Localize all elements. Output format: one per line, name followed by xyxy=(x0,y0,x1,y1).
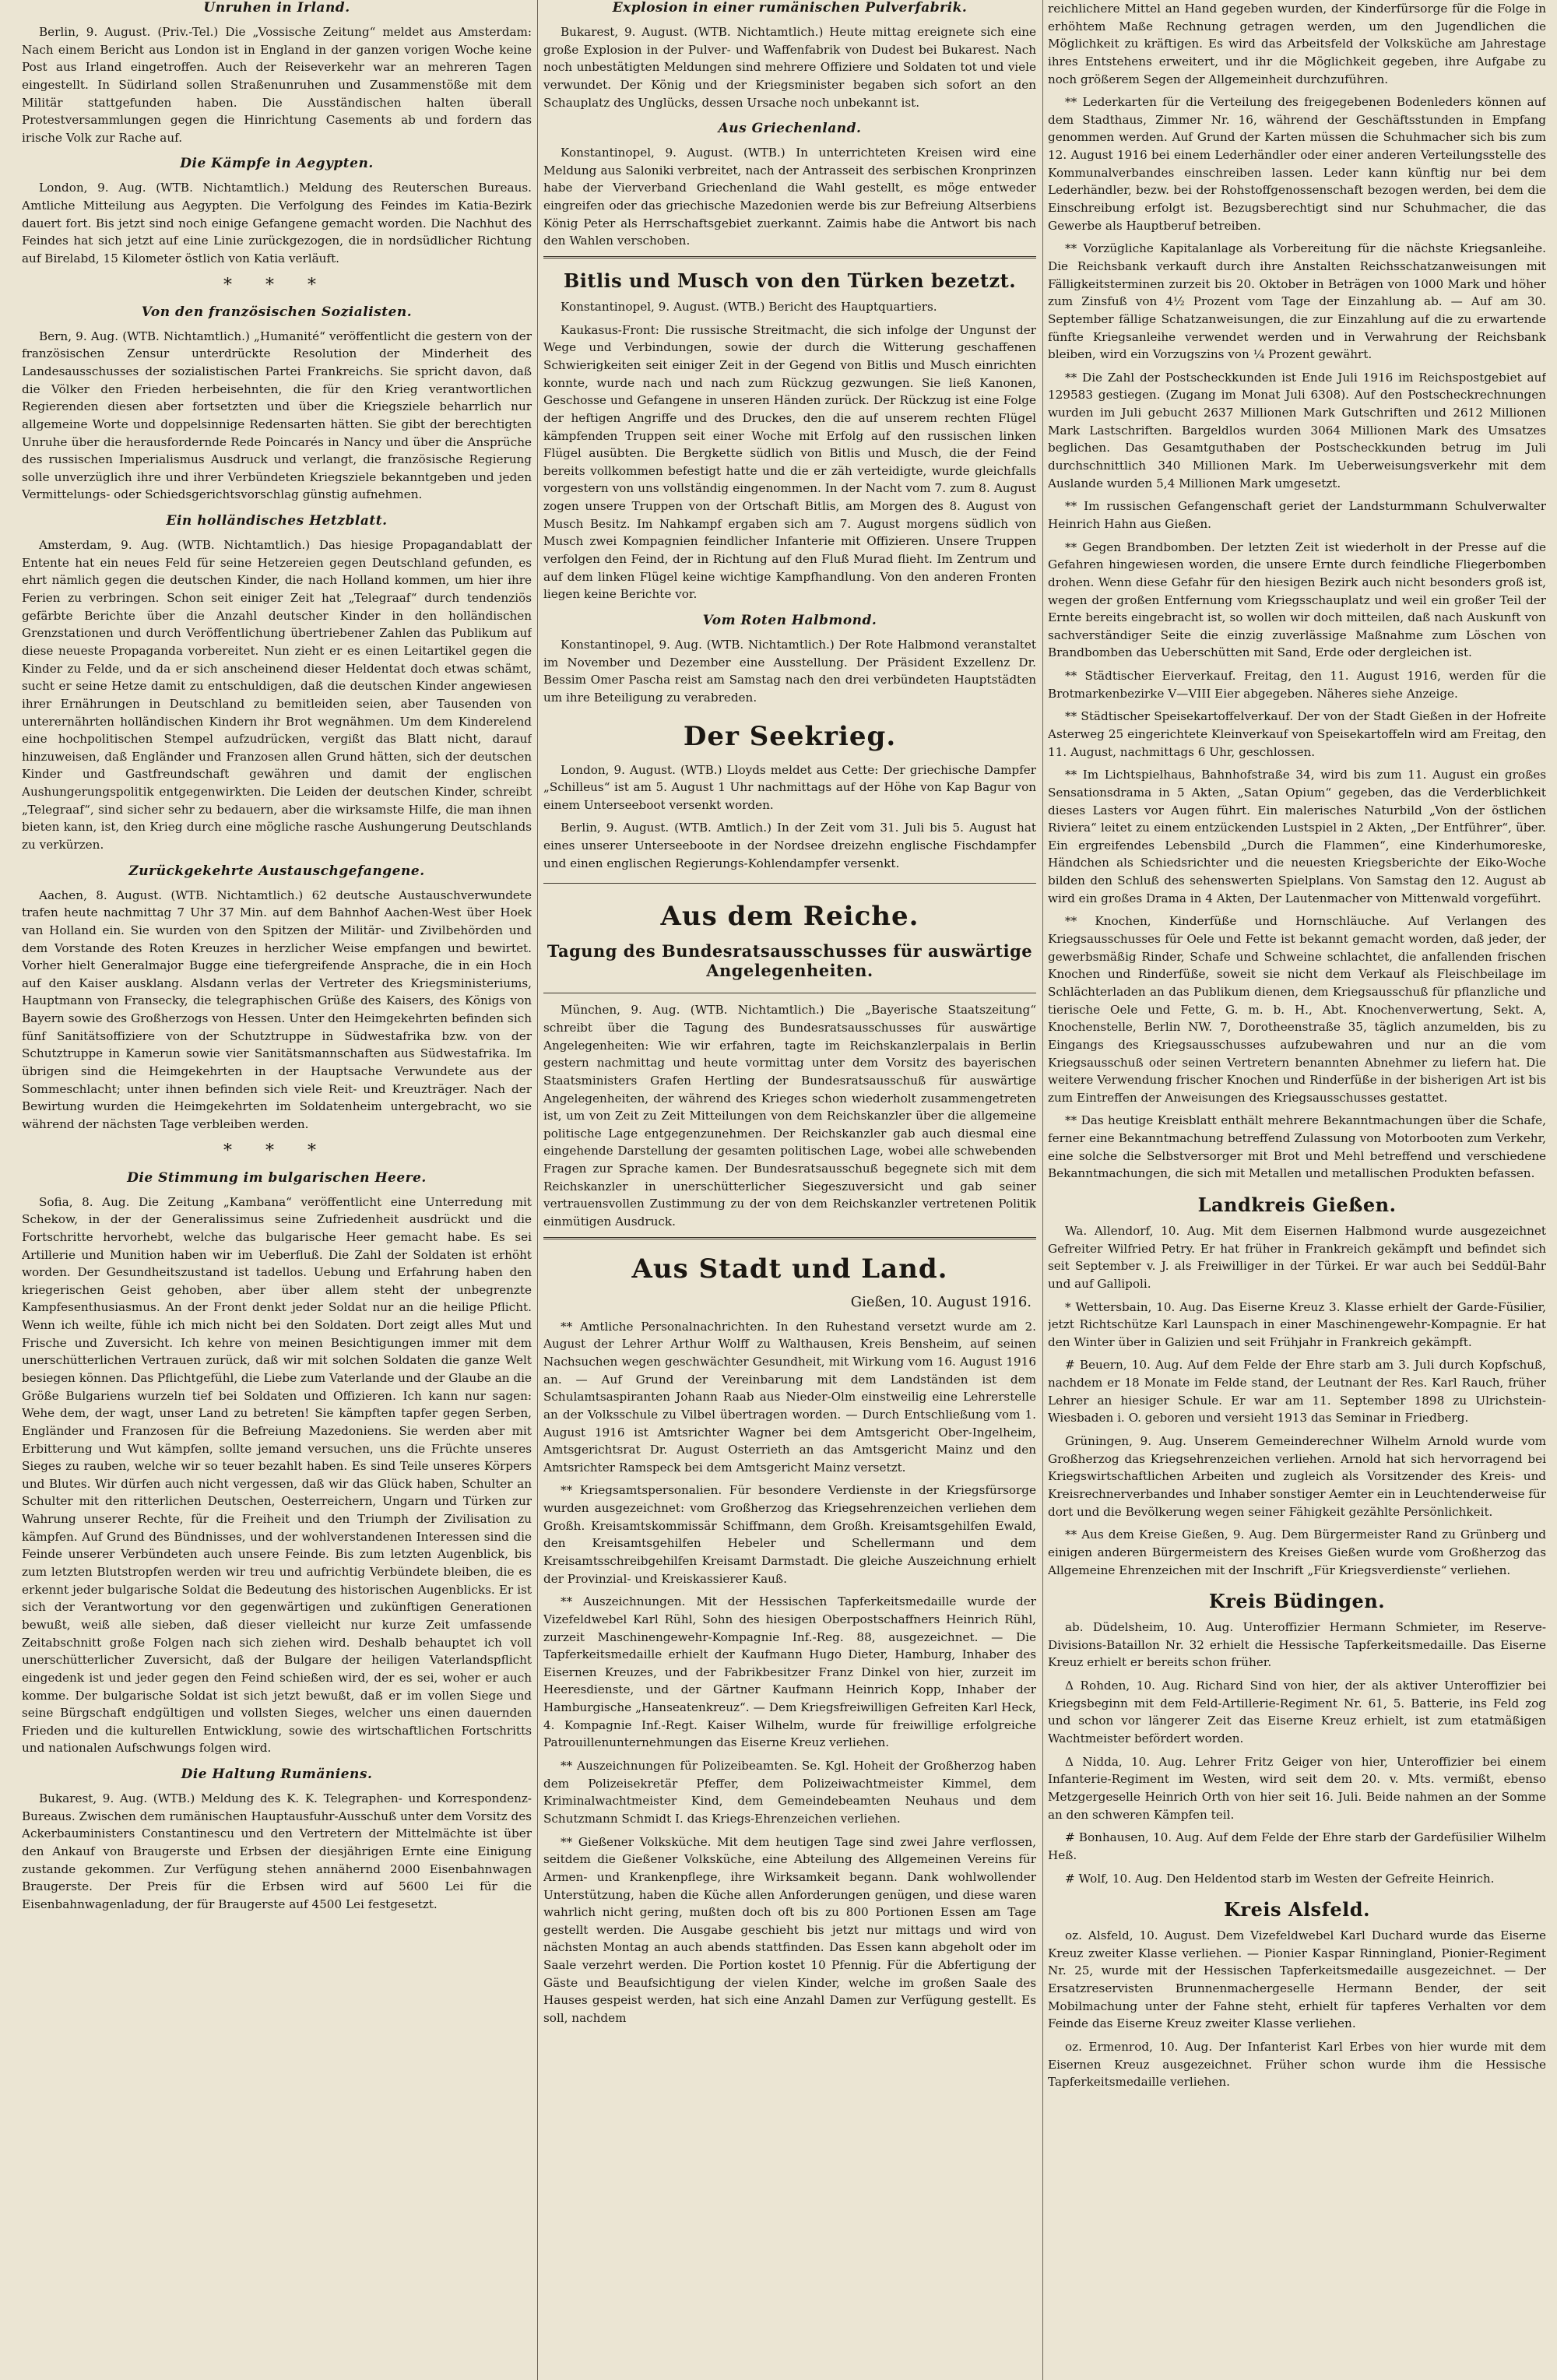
article-text: oz. Ermenrod, 10. Aug. Der Infanterist Karl Erbes von hier wurde mit dem Eisernen Kreuz ausgezeichnet. Früher schon wurde ihm die Hessische Tapferkeitsmedaille verliehen. xyxy=(1048,2039,1546,2090)
article-text: ** Städtischer Speisekartoffelverkauf. Der von der Stadt Gießen in der Hofreite Asterweg 25 eingerichtete Kleinverkauf von Speisekartoffeln wird am Freitag, den 11. August, nachmittags 6 Uhr, geschlossen. xyxy=(1048,709,1546,759)
article-text: Amsterdam, 9. Aug. (WTB. Nichtamtlich.) Das hiesige Propagandablatt der Entente hat ein neues Feld für seine Hetzereien gegen Deutschland gefunden, es ehrt nämlich gegen die deutschen Kinder, die nach Holland kommen, um hier ihre Ferien zu verbringen. Schon seit einiger Zeit hat „Telegraaf“ durch tendenziös gefärbte Berichte über die Anzahl deutscher Kinder in den holländischen Grenzstationen und durch Veröffentlichung übertriebener Zahlen das Publikum auf diese neueste Propaganda vorbereitet. Nun zieht er es einen Leitartikel gegen die Kinder zu Felde, und da er sich anscheinend dieser Heldentat doch etwas schämt, sucht er seine Hetze damit zu entschuldigen, daß die deutschen Kinder angewiesen ihrer Ernährungen in Deutschland zu bemitleiden seien, aber Tausenden von unterernährten holländischen Kindern ihr Brot wegnähmen. Um dem Kinderelend eine hochpolitischen Stempel aufzudrücken, vergißt das Blatt nicht, darauf hinzuweisen, daß Engländer und Franzosen allen Grund hätten, sich der deutschen Kinder und Gastfreundschaft gewähren und damit der englischen Aushungerungspolitik entgegenwirkten. Die Leiden der deutschen Kinder, schreibt „Telegraaf“, sind sicher sehr zu bedauern, aber die wirksamste Hilfe, die man ihnen bieten kann, ist, den Krieg durch eine mögliche rasche Aushungerung Deutschlands zu verkürzen. xyxy=(22,538,532,852)
headline: Explosion in einer rumänischen Pulverfabrik. xyxy=(612,0,968,16)
article-text: ** Lederkarten für die Verteilung des freigegebenen Bodenleders können auf dem Stadthaus, Zimmer Nr. 16, während der Geschäftsstunden in Empfang genommen werden. Auf Grund der Karten müssen die Schuhmacher sich bis zum 12. August 1916 bei einem Lederhändler oder einer anderen Verteilungsstelle des Kommunalverbandes einschreiben lassen. Leder kann künftig nur bei dem Lederhändler, bezw. bei der Rohstoffgenossenschaft bezogen werden, bei dem die Einschreibung erfolgt ist. Bezugsberechtigt sind nur Schuhmacher, die das Gewerbe als Hauptberuf betreiben. xyxy=(1048,95,1546,233)
headline: Unruhen in Irland. xyxy=(203,0,350,16)
article-text: ** Das heutige Kreisblatt enthält mehrere Bekanntmachungen über die Schafe, ferner eine Bekanntmachung betreffend Zulassung von Motorbooten zum Verkehr, eine solche die Selbstversorger mit Brot und Mehl betreffend und verschiedene Bekanntmachungen, die sich mit Metallen und metallischen Produkten befassen. xyxy=(1048,1113,1546,1181)
headline: Die Stimmung im bulgarischen Heere. xyxy=(127,1169,427,1186)
section-divider: * * * xyxy=(223,275,330,295)
article-text: Konstantinopel, 9. August. (WTB.) In unterrichteten Kreisen wird eine Meldung aus Saloniki verbreitet, nach der Antrasseit des serbischen Kronprinzen habe der Vierverband Griechenland die Wahl gestellt, es möge entweder eingreifen oder das griechische Mazedonien werde bis zur Befreiung Altserbiens König Peter als Herrschaftsgebiet zuerkannt. Zaimis habe die Antwort bis nach den Wahlen verschoben. xyxy=(543,146,1036,248)
section-title: Der Seekrieg. xyxy=(683,720,897,752)
article-text: ** Im Lichtspielhaus, Bahnhofstraße 34, wird bis zum 11. August ein großes Sensationsdrama in 5 Akten, „Satan Opium“ gegeben, das die Verderblichkeit dieses Lasters vor Augen führt. Ein malerisches Naturbild „Von der östlichen Riviera“ leitet zu einem entzückenden Lustspiel in 2 Akten, „Der Entführer“, über. Ein ergreifendes Lebensbild „Durch die Flammen“, eine Kinderhumoreske, Händchen als Schiedsrichter und die neuesten Kriegsberichte der Eiko-Woche bilden den Schluß des sehenswerten Spielplans. Von Samstag den 12. August ab wird ein großes Drama in 4 Akten, Der Lautenmacher von Mittenwald vorgeführt. xyxy=(1048,768,1546,905)
section-box xyxy=(543,883,1036,993)
article-text: oz. Alsfeld, 10. August. Dem Vizefeldwebel Karl Duchard wurde das Eiserne Kreuz zweiter Klasse verliehen. — Pionier Kaspar Rinningland, Pionier-Regiment Nr. 25, wurde mit der Hessischen Tapferkeitsmedaille ausgezeichnet. — Der Ersatzreservisten Brunnenmachergeselle Hermann Bender, der seit Mobilmachung unter der Fahne steht, erhielt für tapferes Verhalten vor dem Feinde das Eiserne Kreuz zweiter Klasse verliehen. xyxy=(1048,1928,1546,2031)
article-text: Aachen, 8. August. (WTB. Nichtamtlich.) 62 deutsche Austauschverwundete trafen heute nachmittag 7 Uhr 37 Min. auf dem Bahnhof Aachen-West über Hoek van Holland ein. Sie wurden von den Spitzen der Militär- und Zivilbehörden und dem Vorstande des Roten Kreuzes in herzlicher Weise empfangen und bewirtet. Vorher hielt Generalmajor Bugge eine tiefergreifende Ansprache, die in ein Hoch auf den Kaiser ausklang. Alsdann verlas der Vertreter des Kriegsministeriums, Hauptmann von Fransecky, die telegraphischen Grüße des Kaisers, des Königs von Bayern sowie des Großherzogs von Hessen. Unter den Heimgekehrten befinden sich fünf Sanitätsoffiziere von der Schutztruppe in Südwestafrika bzw. von der Schutztruppe in Kamerun sowie vier Sanitätsmannschaften aus Südwestafrika. Im übrigen sind die Heimgekehrten in der Hauptsache Verwundete aus der Sommeschlacht; unter ihnen befinden sich viele Reit- und Kreuzträger. Nach der Bewirtung wurden die Heimgekehrten im Soldatenheim untergebracht, wo sie während der nächsten Tage verbleiben werden. xyxy=(22,888,532,1131)
article-text: München, 9. Aug. (WTB. Nichtamtlich.) Die „Bayerische Staatszeitung“ schreibt über die Tagung des Bundesratsausschusses für auswärtige Angelegenheiten: Wie wir erfahren, tagte im Reichskanzlerpalais in Berlin gestern nachmittag und heute vormittag unter dem Vorsitz des bayerischen Staatsministers Grafen Hertling der Bundesratsausschuß für auswärtige Angelegenheiten, der während des Krieges schon wiederholt zusammengetreten ist, um von Zeit zu Zeit Mitteilungen von dem Reichskanzler über die allgemeine politische Lage entgegenzunehmen. Der Reichskanzler gab auch diesmal eine eingehende Darstellung der gesamten politischen Lage, wobei alle schwebenden Fragen zur Sprache kamen. Der Bundesratsausschuß begegnete sich mit dem Reichskanzler in unerschütterlicher Siegeszuversicht und gab seiner vertrauensvollen Zustimmung zu der von dem Reichskanzler vertretenen Politik einmütigen Ausdruck. xyxy=(543,1003,1036,1229)
headline: Von den französischen Sozialisten. xyxy=(141,304,413,320)
headline: Ein holländisches Hetzblatt. xyxy=(166,513,388,529)
article-text: ** Städtischer Eierverkauf. Freitag, den 11. August 1916, werden für die Brotmarkenbezirke V—VIII Eier abgegeben. Näheres siehe Anzeige. xyxy=(1048,669,1546,701)
article-text: ** Gegen Brandbomben. Der letzten Zeit ist wiederholt in der Presse auf die Gefahren hingewiesen worden, die unsere Ernte durch feindliche Fliegerbomben drohen. Wenn diese Gefahr für den hiesigen Bezirk auch nicht besonders groß ist, wegen der großen Entfernung vom Kriegsschauplatz und weil ein großer Teil der Ernte bereits eingebracht ist, so wollen wir doch mitteilen, daß nach Auskunft von sachverständiger Seite die einzig zuverlässige Maßnahme zum Löschen von Brandbomben das Ueberschütten mit Sand, Erde oder dergleichen ist. xyxy=(1048,540,1546,660)
article-text: ** Aus dem Kreise Gießen, 9. Aug. Dem Bürgermeister Rand zu Grünberg und einigen anderen Bürgermeistern des Kreises Gießen wurde vom Großherzog das Allgemeine Ehrenzeichen mit der Inschrift „Für Kriegsverdienste“ verliehen. xyxy=(1048,1527,1546,1577)
column-3 xyxy=(1048,0,1546,2367)
article-text: Berlin, 9. August. (WTB. Amtlich.) In der Zeit vom 31. Juli bis 5. August hat eines unserer Unterseeboote in der Nordsee dreizehn englische Fischdampfer und einen englischen Regierungs-Kohlendampfer versenkt. xyxy=(543,821,1036,870)
article-text: Δ Rohden, 10. Aug. Richard Sind von hier, der als aktiver Unteroffizier bei Kriegsbeginn mit dem Feld-Artillerie-Regiment Nr. 61, 5. Batterie, ins Feld zog und schon vor längerer Zeit das Eiserne Kreuz erhielt, ist zum etatmäßigen Wachtmeister befördert worden. xyxy=(1048,1679,1546,1746)
headline: Kreis Alsfeld. xyxy=(1224,1898,1370,1921)
article-text: Kaukasus-Front: Die russische Streitmacht, die sich infolge der Ungunst der Wege und Verbindungen, sowie der durch die Witterung geschaffenen Schwierigkeiten seit einiger Zeit in der Gegend von Bitlis und Musch einrichten konnte, wurde nach und nach zum Rückzug gezwungen. Sie ließ Kanonen, Geschosse und Gefangene in unseren Händen zurück. Der Rückzug ist eine Folge der heftigen Angriffe und des Druckes, den die auf unserem rechten Flügel kämpfenden Truppen seit einer Woche mit Erfolg auf den russischen linken Flügel ausübten. Die Bergkette südlich von Bitlis und Musch, die der Feind bereits vollkommen befestigt hatte und die er zäh verteidigte, wurde gleichfalls vorgestern von uns vollständig eingenommen. In der Nacht vom 7. zum 8. August zogen unsere Truppen von der Ortschaft Bitlis, am Morgen des 8. August von Musch Besitz. Im Nahkampf ergaben sich am 7. August morgens südlich von Musch zwei Kompagnien feindlicher Infanterie mit Offizieren. Unsere Truppen verfolgen den Feind, der in Richtung auf den Fluß Murad flieht. Im Zentrum und auf dem linken Flügel keine wichtige Kampfhandlung. Von den anderen Fronten liegen keine Berichte vor. xyxy=(543,322,1036,602)
dateline: Gießen, 10. August 1916. xyxy=(850,1293,1032,1310)
article-text: # Wolf, 10. Aug. Den Heldentod starb im Westen der Gefreite Heinrich. xyxy=(1065,1871,1495,1886)
section-divider: * * * xyxy=(223,1141,330,1161)
article-text: # Beuern, 10. Aug. Auf dem Felde der Ehre starb am 3. Juli durch Kopfschuß, nachdem er 18 Monate im Felde stand, der Leutnant der Res. Karl Rauch, früher Lehrer an hiesiger Schule. Er war am 11. September 1898 zu Ulrichstein-Wiesbaden i. O. geboren und versieht 1913 das Seminar in Friedberg. xyxy=(1048,1358,1546,1426)
article-text: Sofia, 8. Aug. Die Zeitung „Kambana“ veröffentlicht eine Unterredung mit Schekow, in der der Generalissimus seine Zufriedenheit ausdrückt und die Fortschritte hervorhebt, welche das bulgarische Heer gemacht habe. Es sei Artillerie und Munition haben wir im Ueberfluß. Die Zahl der Soldaten ist erhöht worden. Der Gesundheitszustand ist tadellos. Uebung und Erfahrung haben den kriegerischen Geist gehoben, aber über allem steht der unbegrenzte Kampfesenthusiasmus. An der Front denkt jeder Soldat nur an die heilige Pflicht. Wenn ich weilte, fühle ich mich nicht bei den Soldaten. Dort zeigt alles Mut und Frische und Zuversicht. Ich kehre von meinen Besichtigungen immer mit dem unerschütterlichen Vertrauen zurück, daß wir mit solchen Soldaten die ganze Welt besiegen können. Das Pflichtgefühl, die Liebe zum Vaterlande und der Glaube an die Größe Bulgariens wurzeln tief bei Soldaten und Offizieren. Ich kann nur sagen: Wehe dem, der wagt, unser Land zu betreten! Sie kämpften tapfer gegen Serben, Engländer und Franzosen für die Befreiung Mazedoniens. Sie werden aber mit Erbitterung und Wut kämpfen, sollte jemand versuchen, uns die Früchte unseres Sieges zu rauben, welche wir so teuer bezahlt haben. Es sind Teile unseres Körpers und Blutes. Wir dürfen auch nicht vergessen, daß wir das Glück haben, Schulter an Schulter mit den ritterlichen Deutschen, Oesterreichern, Ungarn und Türken zur Wahrung unserer Rechte, für die Freiheit und den Triumph der Zivilisation zu kämpfen. Auf Grund des Bündnisses, und der wohlverstandenen Interessen sind die Feinde unserer Verbündeten auch unsere Feinde. Bis zum letzten Augenblick, bis zum letzten Blutstropfen werden wir treu und aufrichtig Verbündete bleiben, die es erkennt jeder bulgarische Soldat die Bedeutung des historischen Augenblicks. Er ist sich der Verantwortung vor den gegenwärtigen und zukünftigen Generationen bewußt, weiß alle sieben, daß dieser vielleicht nur kurze Zeit umfassende Zeitabschnitt große Folgen nach sich ziehen wird. Deshalb behauptet ich voll unerschütterlicher Zuversicht, daß der Bulgare der heiligen Vaterlandspflicht eingedenk ist und jeder gegen den Feind schießen wird, der es sei, woher er auch komme. Der bulgarische Soldat ist sich jetzt bewußt, daß er im vollen Siege und seine Bürgschaft endgültigen und vollsten Sieges, welcher uns einen dauernden Frieden und die kulturellen Entwicklung, sowie des wirtschaftlichen Fortschritts und nationalen Aufschwungs folgen wird. xyxy=(22,1194,532,1756)
article-text: Bern, 9. Aug. (WTB. Nichtamtlich.) „Humanité“ veröffentlicht die gestern von der französischen Zensur unterdrückte Resolution der Minderheit des Landesausschusses der sozialistischen Partei Frankreichs. Sie spricht davon, daß die Völker den Frieden herbeisehnten, die für den Krieg verantwortlichen Regierenden diesen aber fortsetzten und über die Kriegsziele beharrlich nur allgemeine Worte und doppelsinnige Redensarten hätten. Sie gibt der berechtigten Unruhe über die herausfordernde Rede Poincarés in Nancy und über die Ansprüche des russischen Imperialismus Ausdruck und verlangt, die französische Regierung solle unverzüglich ihre und ihrer Verbündeten Kriegsziele bekanntgeben und jeden Vermittelungs- oder Schiedsgerichtsvorschlag günstig aufnehmen. xyxy=(22,329,532,502)
article-text: ** Auszeichnungen. Mit der Hessischen Tapferkeitsmedaille wurde der Vizefeldwebel Karl Rühl, Sohn des hiesigen Oberpostschaffners Heinrich Rühl, zurzeit Maschinengewehr-Kompagnie Inf.-Reg. 88, ausgezeichnet. — Die Tapferkeitsmedaille erhielt der Kaufmann Hugo Dieter, Hamburg, Inhaber des Eisernen Kreuzes, und der Fabrikbesitzer Franz Dinkel von hier, zurzeit im Heeresdienste, und der Gärtner Kaufmann Heinrich Kopp, Inhaber der Hamburgische „Hanseatenkreuz“. — Dem Kriegsfreiwilligen Gefreiten Karl Heck, 4. Kompagnie Inf.-Regt. Kaiser Wilhelm, wurde für freiwillige erfolgreiche Patrouillenunternehmungen das Eiserne Kreuz verliehen. xyxy=(543,1594,1036,1750)
article-text: ** Vorzügliche Kapitalanlage als Vorbereitung für die nächste Kriegsanleihe. Die Reichsbank verkauft durch ihre Anstalten Reichsschatzanweisungen mit Fälligkeitsterminen zurzeit bis 20. Oktober in Beträgen von 1000 Mark und höher zum Zinsfuß von 4½ Prozent vom Tage der Einzahlung ab. — Auf am 30. September fällige Schatzanweisungen, die zur Einzahlung auf die zu erwartende fünfte Kriegsanleihe verwendet werden und in Verwahrung der Reichsbank bleiben, wird ein Vorzugszins von ¼ Prozent gewährt. xyxy=(1048,241,1546,362)
headline: Vom Roten Halbmond. xyxy=(702,612,877,628)
article-text: ** Gießener Volksküche. Mit dem heutigen Tage sind zwei Jahre verflossen, seitdem die Gießener Volksküche, eine Abteilung des Allgemeinen Vereins für Armen- und Krankenpflege, ihre Wirksamkeit begann. Dank wohlwollender Unterstützung, haben die Küche allen Anforderungen genügen, und diese waren wahrlich nicht gering, mußten doch oft bis zu 800 Portionen Essen am Tage gestellt werden. Die Ausgabe geschieht bis jetzt nur mittags und wird von nächsten Montag an auch abends stattfinden. Das Essen kann abgeholt oder im Saale verzehrt werden. Die Portion kostet 10 Pfennig. Für die Abfertigung der Gäste und Beaufsichtigung der vielen Kinder, welche im großen Saale des Hauses gespeist werden, hat sich eine Anzahl Damen zur Verfügung gestellt. Es soll, nachdem xyxy=(543,1834,1036,2026)
headline: Tagung des Bundesratsausschusses für auswärtige Angelegenheiten. xyxy=(547,941,1033,981)
headline: Landkreis Gießen. xyxy=(1197,1194,1397,1216)
article-text: Konstantinopel, 9. August. (WTB.) Bericht des Hauptquartiers. xyxy=(561,300,937,315)
section-title: Aus Stadt und Land. xyxy=(631,1253,948,1285)
article-text: London, 9. Aug. (WTB. Nichtamtlich.) Meldung des Reuterschen Bureaus. Amtliche Mitteilung aus Aegypten. Die Verfolgung des Feindes im Katia-Bezirk dauert fort. Bis jetzt sind noch einige Gefangene gemacht worden. Die Nachhut des Feindes hat sich jetzt auf eine Linie zurückgezogen, die in nordsüdlicher Richtung auf Birelabd, 15 Kilometer östlich von Katia verläuft. xyxy=(22,181,532,266)
column-rule xyxy=(537,0,538,2380)
article-text: Wa. Allendorf, 10. Aug. Mit dem Eisernen Halbmond wurde ausgezeichnet Gefreiter Wilfried Petry. Er hat früher in Frankreich gekämpft und befindet sich seit September v. J. als Freiwilliger in der Türkei. Er war auch bei Seddül-Bahr und auf Gallipoli. xyxy=(1048,1224,1546,1291)
article-text: ** Auszeichnungen für Polizeibeamten. Se. Kgl. Hoheit der Großherzog haben dem Polizeisekretär Pfeffer, dem Polizeiwachtmeister Kimmel, dem Kriminalwachtmeister Kind, dem Gemeindebeamten Neuhaus und dem Schutzmann Schmidt I. das Kriegs-Ehrenzeichen verliehen. xyxy=(543,1759,1036,1826)
headline: Kreis Büdingen. xyxy=(1208,1590,1386,1613)
column-2 xyxy=(543,0,1036,2367)
article-text: ** Amtliche Personalnachrichten. In den Ruhestand versetzt wurde am 2. August der Lehrer Arthur Wolff zu Walthausen, Kreis Bensheim, auf seinen Nachsuchen wegen geschwächter Gesundheit, mit Wirkung vom 16. August 1916 an. — Auf Grund der Vereinbarung mit dem Landständen ist dem Schulamtsaspiranten Johann Raab aus Nieder-Olm einstweilig eine Lehrerstelle an der Volksschule zu Vilbel übertragen worden. — Durch Entschließung vom 1. August 1916 ist Amtsrichter Wagner bei dem Amtsgericht Ober-Ingelheim, Amtsgerichtsrat Dr. August Osterrieth an das Amtsgericht Mainz und den Amtsrichter Ramspeck bei dem Amtsgericht Mainz versetzt. xyxy=(543,1319,1036,1475)
article-text: ** Im russischen Gefangenschaft geriet der Landsturmmann Schulverwalter Heinrich Hahn aus Gießen. xyxy=(1048,499,1546,531)
divider xyxy=(543,1237,1036,1239)
headline: Die Haltung Rumäniens. xyxy=(181,1767,373,1783)
article-text: Grüningen, 9. Aug. Unserem Gemeinderechner Wilhelm Arnold wurde vom Großherzog das Kriegsehrenzeichen verliehen. Arnold hat sich hervorragend bei Kriegswirtschaftlichen Arbeiten und zugleich als Vorsitzender des Kreis- und Kreisrechnerverbandes und Inhaber sonstiger Aemter ein in Leuchtenderweise für dort und die Bevölkerung wegen seiner Fähigkeit gezählte Persönlichkeit. xyxy=(1048,1434,1546,1519)
divider xyxy=(543,256,1036,258)
article-text: Δ Nidda, 10. Aug. Lehrer Fritz Geiger von hier, Unteroffizier bei einem Infanterie-Regiment im Westen, wird seit dem 20. v. Mts. vermißt, ebenso Metzgergeselle Heinrich Orth von hier seit 16. Juli. Beide nahmen an der Somme an den schweren Kämpfen teil. xyxy=(1048,1754,1546,1822)
article-text: Bukarest, 9. August. (WTB. Nichtamtlich.) Heute mittag ereignete sich eine große Explosion in der Pulver- und Waffenfabrik von Dudest bei Bukarest. Nach noch unbestätigten Meldungen sind mehrere Offiziere und Soldaten tot und viele verwundet. Der König und der Kriegsminister begaben sich sofort an den Schauplatz des Unglücks, dessen Ursache noch unbekannt ist. xyxy=(543,25,1036,110)
article-text: * Wettersbain, 10. Aug. Das Eiserne Kreuz 3. Klasse erhielt der Garde-Füsilier, jetzt Richtschütze Karl Launspach in einer Maschinengewehr-Kompagnie. Er hat den Winter über in Galizien und seit Frühjahr in Frankreich gekämpft. xyxy=(1048,1299,1546,1349)
headline: Die Kämpfe in Aegypten. xyxy=(180,156,374,172)
article-text: ** Knochen, Kinderfüße und Hornschläuche. Auf Verlangen des Kriegsausschusses für Oele und Fette ist bekannt gemacht worden, daß jeder, der gewerbsmäßig Rinder, Schafe und Schweine schlachtet, die anfallenden frischen Knochen und Rinderfüße, soweit sie nicht dem Verkauf als Fleischbeilage im Schlächterladen an das Publikum dienen, dem Kriegsausschuß für pflanzliche und tierische Oele und Fette, G. m. b. H., Abt. Knochenverwertung, Sekt. A, Knochenstelle, Berlin NW. 7, Dorotheenstraße 35, täglich anzumelden, bis zu Eingangs des Kriegsausschusses aufzubewahren und nur an die vom Kriegsausschuß oder seinen Vertretern benannten Abnehmer zu liefern hat. Die weitere Verwendung frischer Knochen und Rinderfüße in der bisherigen Art ist bis zum Eintreffen der Anweisungen des Kriegsausschusses gestattet. xyxy=(1048,914,1546,1105)
headline: Bitlis und Musch von den Türken bezetzt. xyxy=(563,269,1017,293)
article-text: ** Kriegsamtspersonalien. Für besondere Verdienste in der Kriegsfürsorge wurden ausgezeichnet: vom Großherzog das Kriegsehrenzeichen verliehen dem Großh. Kreisamtskommissär Schiffmann, dem Großh. Kreisamtsgehilfen Ewald, den Kreisamtsgehilfen Hebeler und Schellermann und dem Kreisamtsschreibgehilfen Kreisamt Darmstadt. Die gleiche Auszeichnung erhielt der Provinzial- und Kreiskassierer Kauß. xyxy=(543,1483,1036,1586)
headline: Zurückgekehrte Austauschgefangene. xyxy=(128,863,425,879)
article-text: # Bonhausen, 10. Aug. Auf dem Felde der Ehre starb der Gardefüsilier Wilhelm Heß. xyxy=(1048,1830,1546,1862)
column-1 xyxy=(22,0,532,2367)
article-text: London, 9. August. (WTB.) Lloyds meldet aus Cette: Der griechische Dampfer „Schilleus“ ist am 5. August 1 Uhr nachmittags auf der Höhe von Kap Bagur von einem Unterseeboot versenkt worden. xyxy=(543,762,1036,812)
column-rule xyxy=(1042,0,1043,2380)
article-text: Berlin, 9. August. (Priv.-Tel.) Die „Vossische Zeitung“ meldet aus Amsterdam: Nach einem Bericht aus London ist in England in der ganzen vorigen Woche keine Post aus Irland eingetroffen. Auch der Reiseverkehr war an mehreren Tagen eingestellt. In Südirland sollen Straßenunruhen und Zusammenstöße mit dem Militär stattgefunden haben. Die Ausständischen halten überall Protestversammlungen gegen die Hinrichtung Casements ab und fordern das irische Volk zur Rache auf. xyxy=(22,25,532,145)
article-text: ab. Düdelsheim, 10. Aug. Unteroffizier Hermann Schmieter, im Reserve-Divisions-Bataillon Nr. 32 erhielt die Hessische Tapferkeitsmedaille. Das Eiserne Kreuz erhielt er bereits schon früher. xyxy=(1048,1620,1546,1670)
article-text: reichlichere Mittel an Hand gegeben wurden, der Kinderfürsorge für die Folge in erhöhtem Maße Rechnung getragen werden, um den Jugendlichen die Möglichkeit zu kräftigen. Es wird das Arbeitsfeld der Volksküche am Jahrestage ihres Entstehens erweitert, und ihr die Möglichkeit gegeben, ihre Aufgabe zu noch größerem Segen der Allgemeinheit durchzuführen. xyxy=(1048,2,1546,86)
article-text: Konstantinopel, 9. Aug. (WTB. Nichtamtlich.) Der Rote Halbmond veranstaltet im November und Dezember eine Ausstellung. Der Präsident Exzellenz Dr. Bessim Omer Pascha reist am Samstag nach den drei verbündeten Hauptstädten um ihre Beteiligung zu verabreden. xyxy=(543,637,1036,705)
headline: Aus Griechenland. xyxy=(718,121,862,137)
article-text: ** Die Zahl der Postscheckkunden ist Ende Juli 1916 im Reichspostgebiet auf 129583 gestiegen. (Zugang im Monat Juli 6308). Auf den Postscheckrechnungen wurden im Juli gebucht 2637 Millionen Mark Gutschriften und 2612 Millionen Mark Lastschriften. Bargeldlos wurden 3064 Millionen Mark des Umsatzes beglichen. Das Gesamtguthaben der Postscheckkunden betrug im Juli durchschnittlich 340 Millionen Mark. Im Ueberweisungsverkehr mit dem Auslande wurden 5,4 Millionen Mark umgesetzt. xyxy=(1048,370,1546,490)
section-title: Aus dem Reiche. xyxy=(660,901,919,933)
article-text: Bukarest, 9. Aug. (WTB.) Meldung des K. K. Telegraphen- und Korrespondenz-Bureaus. Zwischen dem rumänischen Hauptausfuhr-Ausschuß unter dem Vorsitz des Ackerbauministers Constantinescu und den Vertretern der Mittelmächte ist über den Ankauf von Braugerste und Erbsen der diesjährigen Ernte eine Einigung zustande gekommen. Zur Verfügung stehen annähernd 2000 Eisenbahnwagen Braugerste. Der Preis für die Erbsen wird auf 5600 Lei für die Eisenbahnwagenladung, der für Braugerste auf 4500 Lei festgesetzt. xyxy=(22,1791,532,1911)
